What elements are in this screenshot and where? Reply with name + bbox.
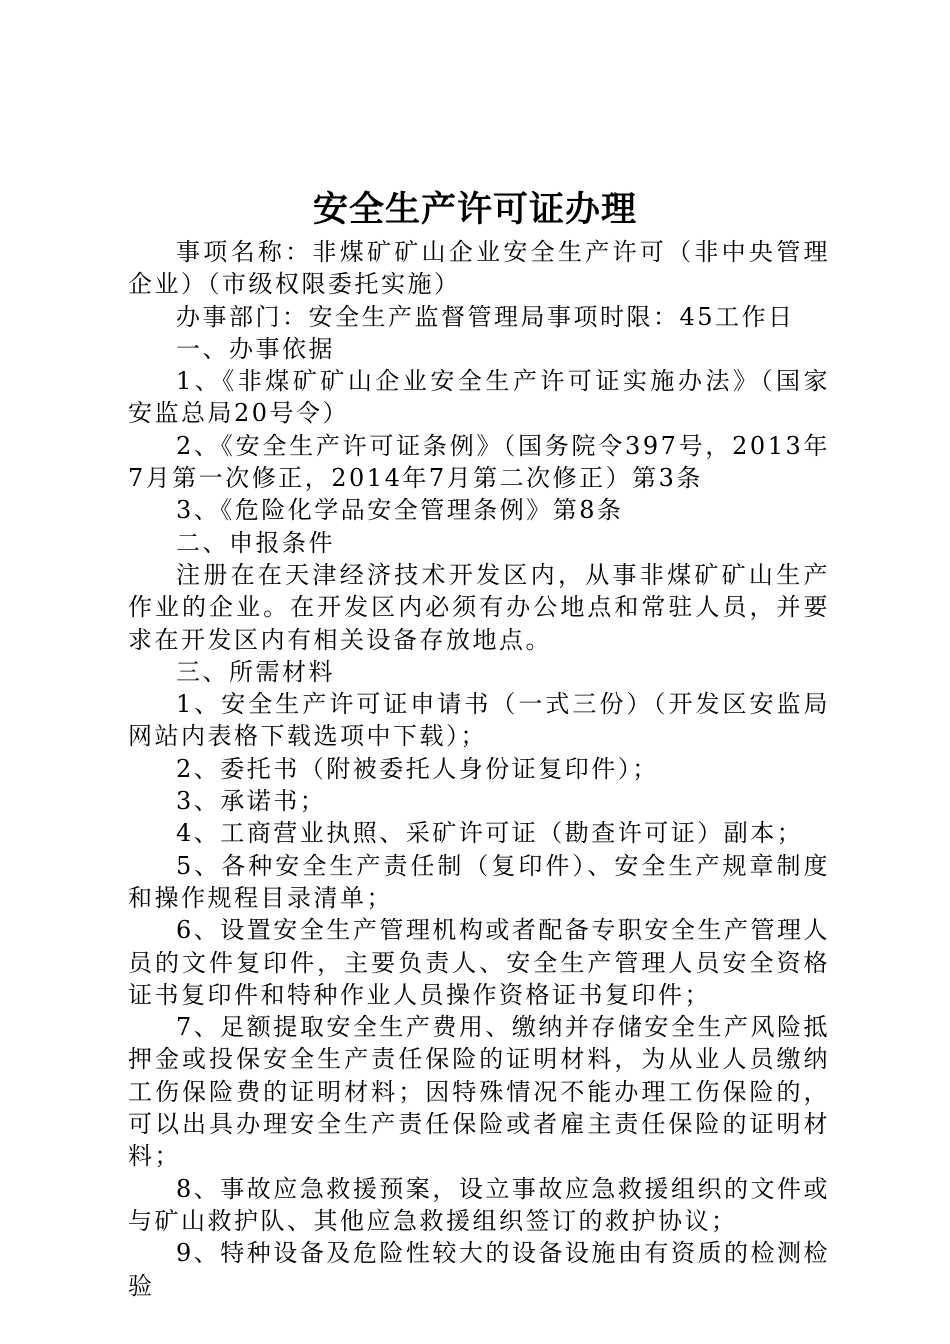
- section-heading-basis: 一、办事依据: [176, 334, 335, 363]
- paragraph-material-9: 9、特种设备及危险性较大的设备设施由有资质的检测检验: [128, 1239, 830, 1300]
- paragraph-material-1: 1、安全生产许可证申请书（一式三份）（开发区安监局网站内表格下载选项中下载）；: [128, 690, 830, 751]
- document-title: 安全生产许可证办理: [312, 189, 637, 230]
- paragraph-material-5: 5、各种安全生产责任制（复印件）、安全生产规章制度和操作规程目录清单；: [128, 851, 830, 912]
- paragraph-material-4: 4、工商营业执照、采矿许可证（勘查许可证）副本；: [176, 819, 804, 848]
- paragraph-basis-1: 1、《非煤矿矿山企业安全生产许可证实施办法》（国家安监总局20号令）: [128, 367, 830, 428]
- paragraph-material-2: 2、委托书（附被委托人身份证复印件）；: [176, 754, 659, 783]
- paragraph-basis-2: 2、《安全生产许可证条例》（国务院令397号，2013年7月第一次修正，2014年7月第二次修正）第3条: [128, 431, 830, 493]
- section-heading-conditions: 二、申报条件: [176, 528, 335, 557]
- section-heading-materials: 三、所需材料: [176, 657, 335, 686]
- paragraph-material-7: 7、足额提取安全生产费用、缴纳并存储安全生产风险抵押金或投保安全生产责任保险的证明材料，为从业人员缴纳工伤保险费的证明材料；因特殊情况不能办理工伤保险的，可以出具办理安全生产责任保险或者雇主责任保险的证明材料；: [128, 1013, 830, 1171]
- document-body: [128, 236, 830, 1302]
- paragraph-conditions: 注册在在天津经济技术开发区内，从事非煤矿矿山生产作业的企业。在开发区内必须有办公地点和常驻人员，并要求在开发区内有相关设备存放地点。: [128, 560, 830, 654]
- paragraph-item-name: 事项名称：非煤矿矿山企业安全生产许可（非中央管理企业）（市级权限委托实施）: [128, 238, 830, 299]
- paragraph-material-8: 8、事故应急救援预案，设立事故应急救援组织的文件或与矿山救护队、其他应急救援组织签订的救护协议；: [128, 1174, 830, 1235]
- paragraph-material-3: 3、承诺书；: [176, 787, 327, 816]
- paragraph-department: 办事部门：安全生产监督管理局事项时限：45工作日: [176, 302, 795, 331]
- paragraph-material-6: 6、设置安全生产管理机构或者配备专职安全生产管理人员的文件复印件，主要负责人、安全生产管理人员安全资格证书复印件和特种作业人员操作资格证书复印件；: [128, 916, 830, 1009]
- paragraph-basis-3: 3、《危险化学品安全管理条例》第8条: [176, 496, 624, 525]
